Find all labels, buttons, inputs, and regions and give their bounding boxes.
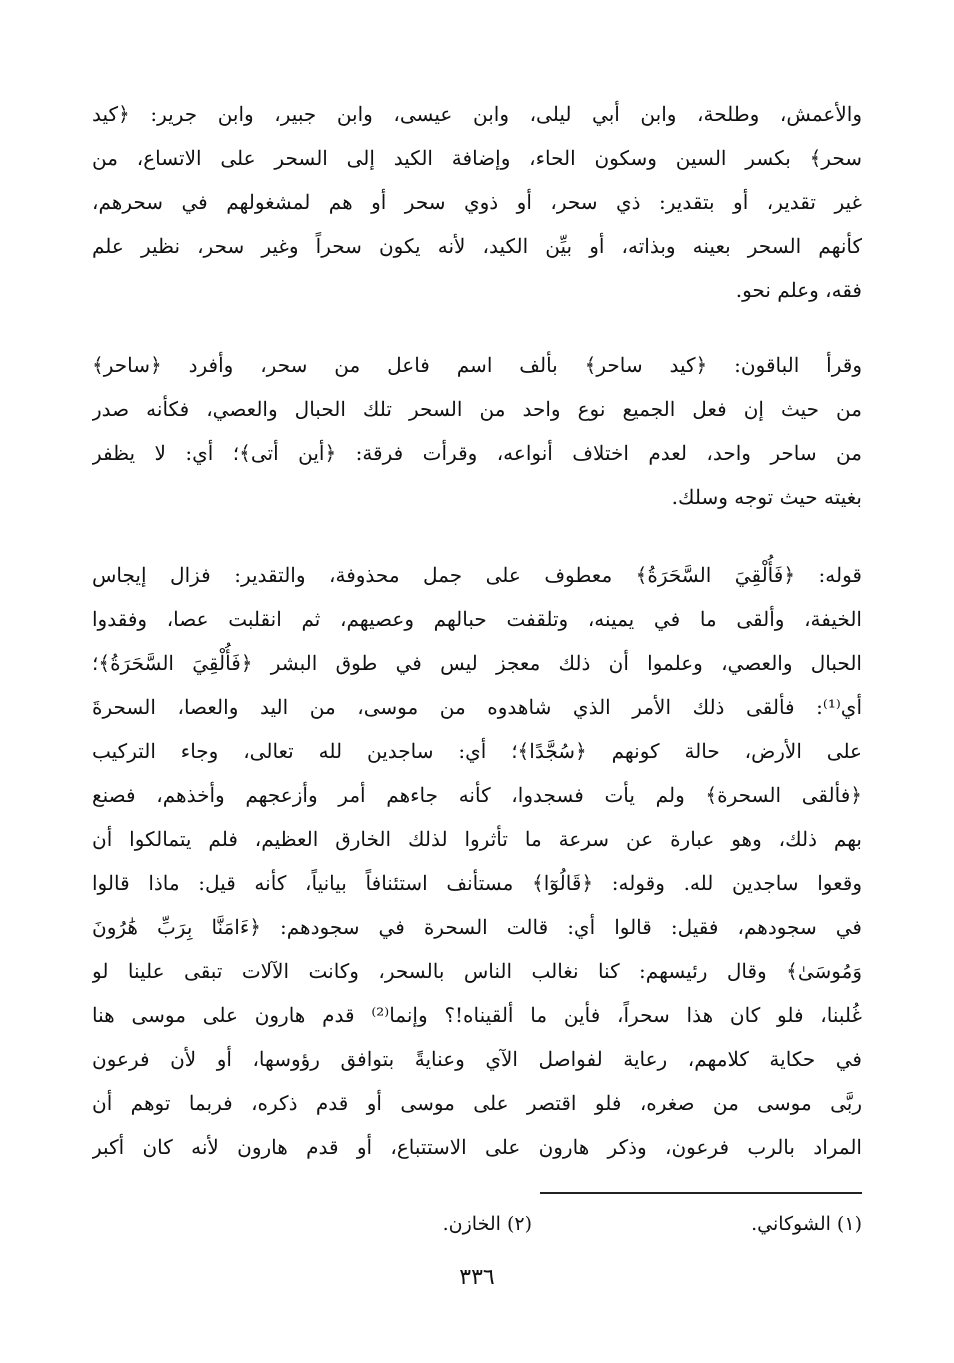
text-line: والأعمش، وطلحة، وابن أبي ليلى، وابن عيسى، وابن جبير، وابن جرير: ﴿كيد xyxy=(92,102,862,126)
text-line: في حكاية كلامهم، رعاية لفواصل الآي وعنايةً بتوافق رؤوسها، أو لأن فرعون xyxy=(92,1047,862,1071)
text-line: المراد بالرب فرعون، وذكر هارون على الاستتباع، أو قدم هارون لأنه كان أكبر xyxy=(92,1135,862,1159)
text-line: قوله: ﴿فَأُلْقِيَ السَّحَرَةُ﴾ معطوف على جمل محذوفة، والتقدير: فزال إيجاس xyxy=(92,563,862,587)
text-line: غير تقدير، أو بتقدير: ذي سحر، أو ذوي سحر أو هم لمشغولهم في سحرهم، xyxy=(92,190,862,214)
text-line: وقعوا ساجدين لله. وقوله: ﴿قَالُوٓا﴾ مستأنف استئنافاً بيانياً، كأنه قيل: ماذا قالوا xyxy=(92,871,862,895)
text-line: الخيفة، وألقى ما في يمينه، وتلقفت حبالهم وعصيهم، ثم انقلبت عصا، وفقدوا xyxy=(92,607,862,631)
text-line: وقرأ الباقون: ﴿كيد ساحر﴾ بألف اسم فاعل من سحر، وأفرد ﴿ساحر﴾ xyxy=(92,353,862,377)
footnote-separator xyxy=(540,1192,862,1194)
paragraph-3 xyxy=(92,553,862,1169)
text-line: وَمُوسَىٰ﴾ وقال رئيسهم: كنا نغالب الناس بالسحر، وكانت الآلات تبقى علينا لو xyxy=(92,959,862,983)
text-line: ﴿فألقى السحرة﴾ ولم يأت فسجدوا، كأنه جاءهم أمر وأزعجهم وأخذهم، فصنع xyxy=(92,783,862,807)
text-line: بهم ذلك، وهو عبارة عن سرعة ما تأثروا لذلك الخارق العظيم، فلم يتمالكوا أن xyxy=(92,827,862,851)
text-line: على الأرض، حالة كونهم ﴿سُجَّدًا﴾؛ أي: ساجدين لله تعالى، وجاء التركيب xyxy=(92,739,862,763)
text-line: من ساحر واحد، لعدم اختلاف أنواعه، وقرأت فرقة: ﴿أين أتى﴾؛ أي: لا يظفر xyxy=(92,441,862,465)
text-line: بغيته حيث توجه وسلك. xyxy=(671,485,862,509)
footnote-1: (١) الشوكاني. xyxy=(751,1213,862,1235)
text-line: فقه، وعلم نحو. xyxy=(735,278,862,302)
text-line: ربَّى موسى من صغره، فلو اقتصر على موسى أو قدم ذكره، فربما توهم أن xyxy=(92,1091,862,1115)
text-line: أي⁽¹⁾: فألقى ذلك الأمر الذي شاهدوه من موسى، من اليد والعصا، السحرةَ xyxy=(92,695,862,719)
page-number: ٣٣٦ xyxy=(459,1265,495,1290)
text-line: كأنهم السحر بعينه وبذاته، أو بيِّن الكيد، لأنه يكون سحراً وغير سحر، نظير علم xyxy=(92,234,862,258)
text-line: في سجودهم، فقيل: قالوا أي: قالت السحرة في سجودهم: ﴿ءَامَنَّا بِرَبِّ هَٰرُونَ xyxy=(92,915,862,939)
text-line: غُلبنا، فلو كان هذا سحراً، فأين ما ألقيناه!؟ وإنما⁽²⁾ قدم هارون على موسى هنا xyxy=(92,1003,862,1027)
paragraph-1 xyxy=(92,92,862,312)
footnote-2: (٢) الخازن. xyxy=(442,1213,532,1235)
text-line: الحبال والعصي، وعلموا أن ذلك معجز ليس في طوق البشر ﴿فَأُلْقِيَ السَّحَرَةُ﴾؛ xyxy=(92,651,862,675)
text-line: من حيث إن فعل الجميع نوع واحد من السحر تلك الحبال والعصي، فكأنه صدر xyxy=(92,397,862,421)
text-line: سحر﴾ بكسر السين وسكون الحاء، وإضافة الكيد إلى السحر على الاتساع، من xyxy=(92,146,862,170)
footnotes xyxy=(300,1204,862,1244)
paragraph-2 xyxy=(92,343,862,519)
